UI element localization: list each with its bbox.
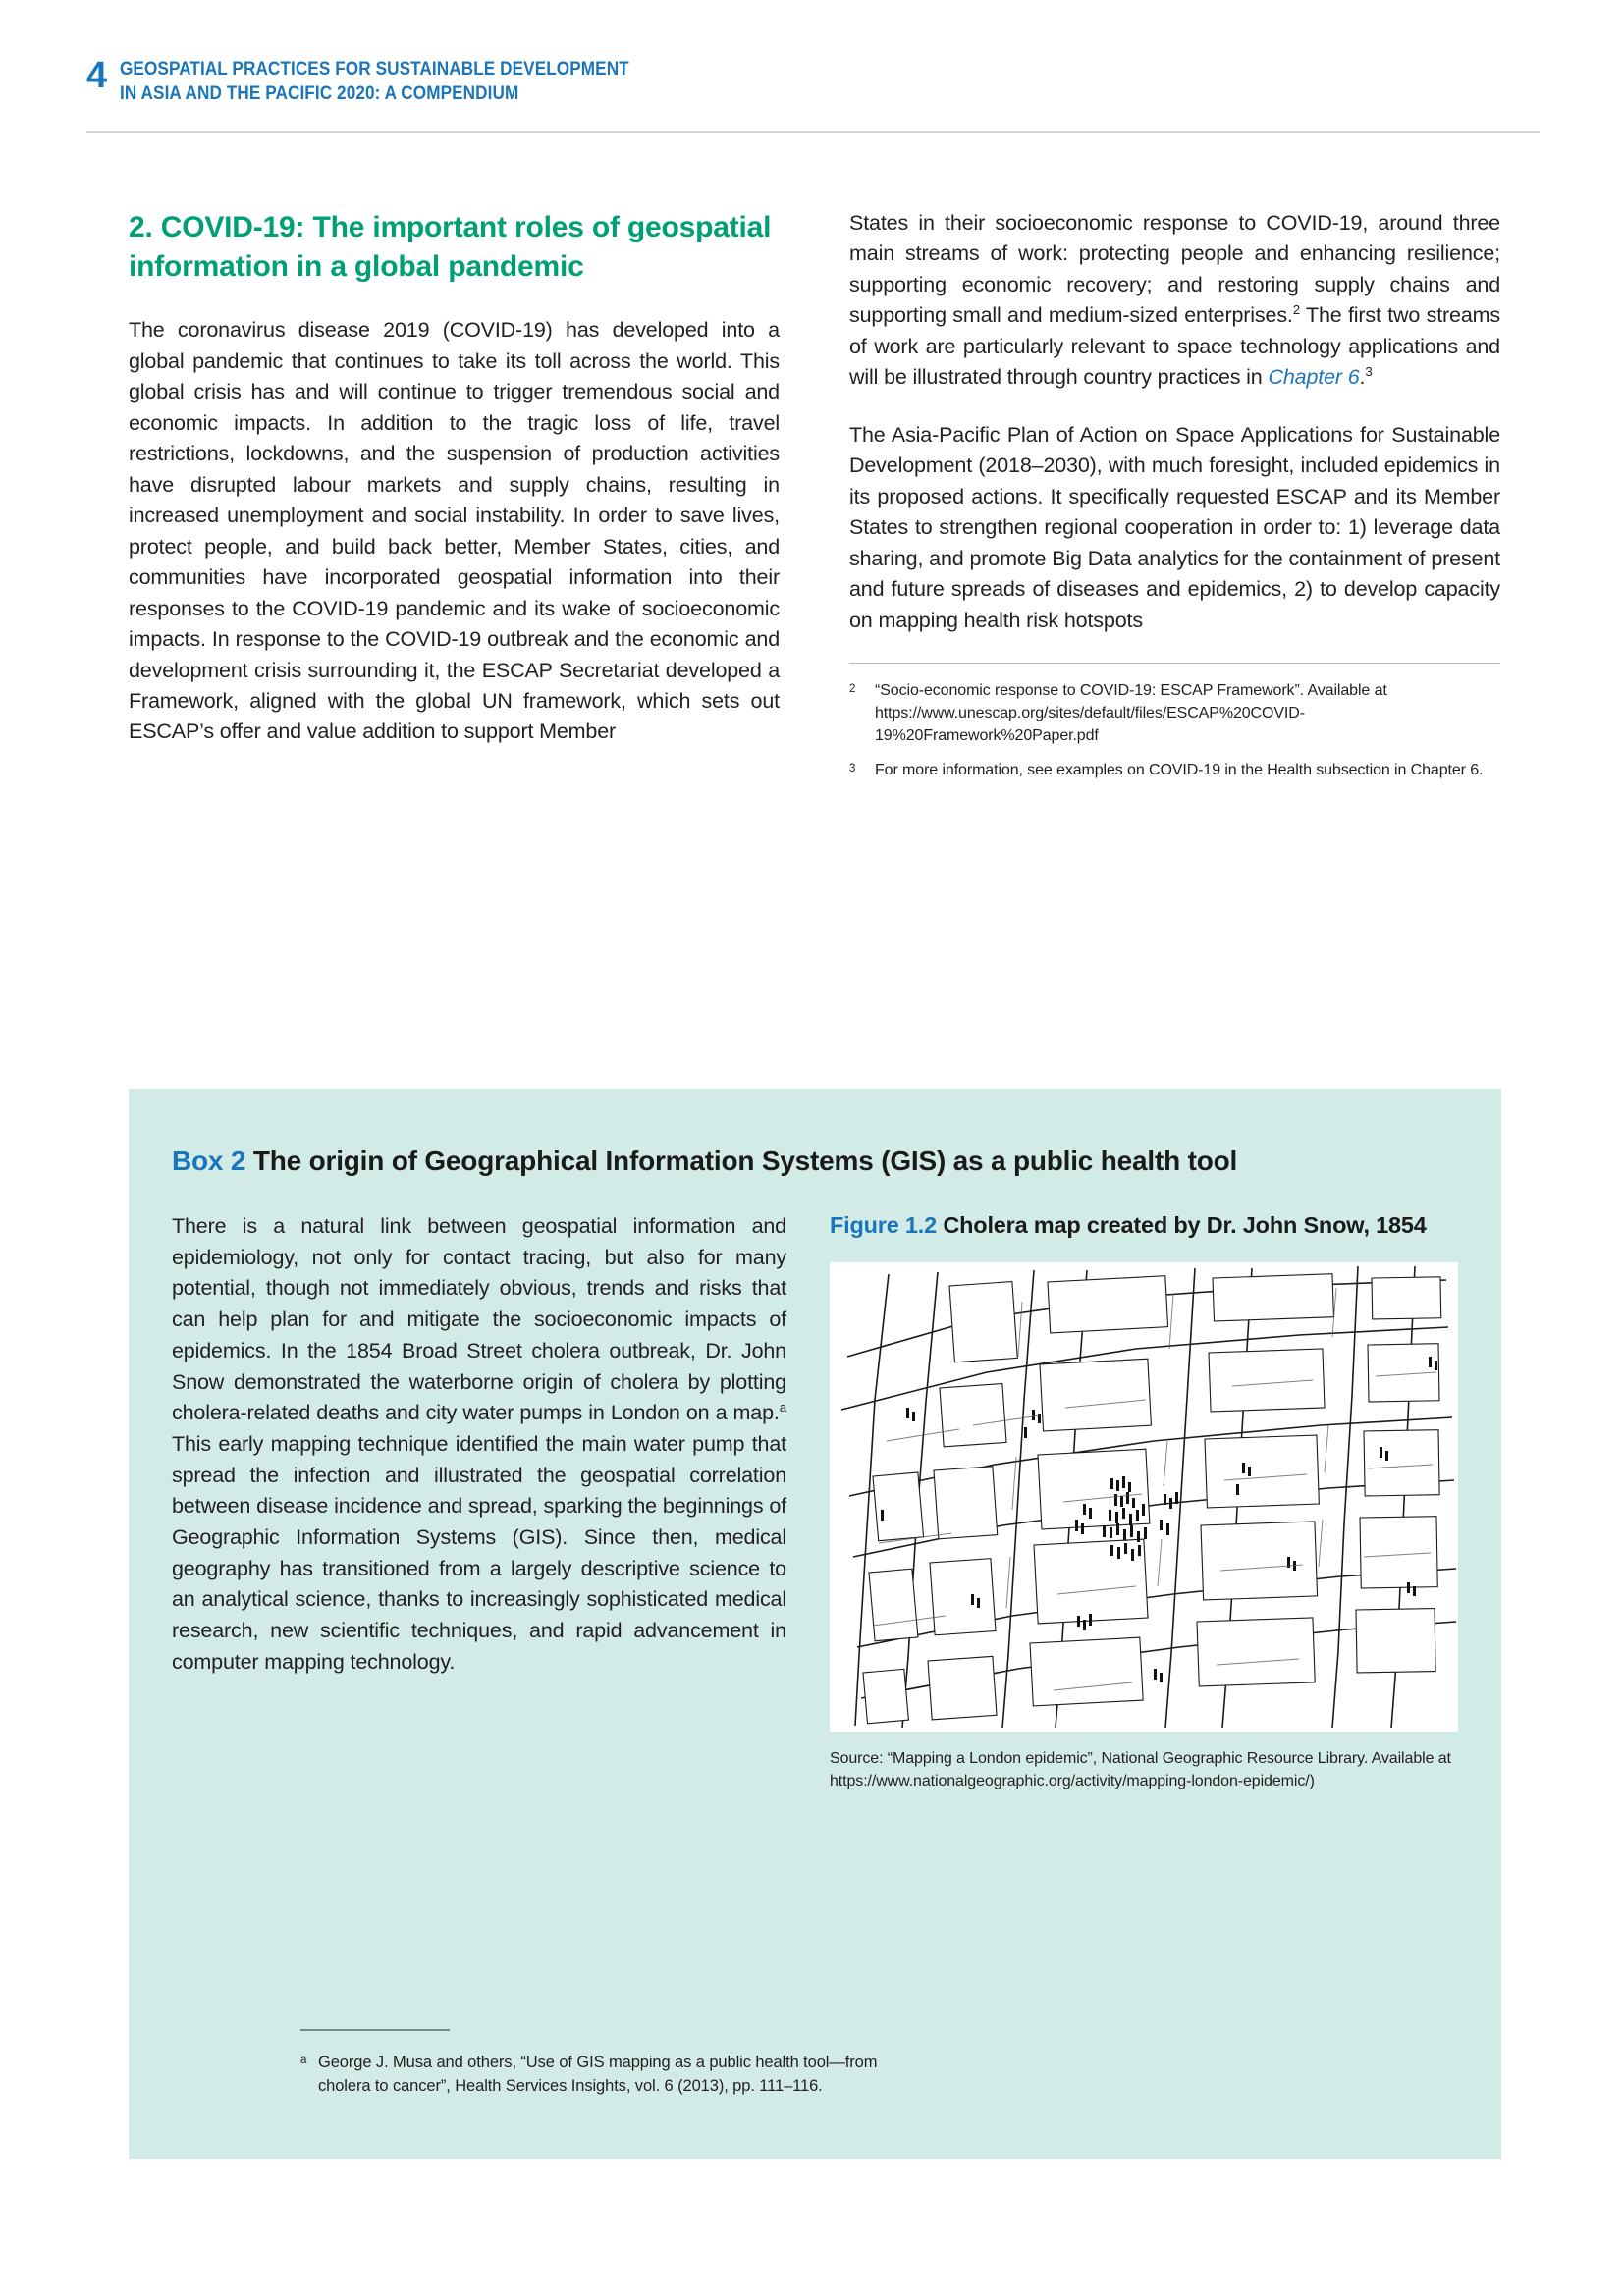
left-column — [129, 208, 780, 781]
footnote-marker: 2 — [849, 683, 856, 696]
figure-label: Figure 1.2 — [830, 1212, 938, 1238]
box-label: Box 2 — [172, 1146, 246, 1176]
figure-source: Source: “Mapping a London epidemic”, National Geographic Resource Library. Available at https://www.nationalgeographic.org/activity/mapping-london-epidemic/) — [830, 1749, 1451, 1789]
box-body-text-a: There is a natural link between geospatial information and epidemiology, not only for contact tracing, but also for many potential, though not immediately obvious, trends and risks that can help plan for and mitigate the socioeconomic impacts of epidemics. In the 1854 Broad Street cholera outbreak, Dr. John Snow demonstrated the waterborne origin of cholera by plotting cholera-related deaths and city water pumps in London on a map. — [172, 1214, 786, 1425]
box-footnote-marker: a — [300, 2054, 307, 2066]
box-footnote-item — [300, 2051, 929, 2098]
running-head-line-2: IN ASIA AND THE PACIFIC 2020: A COMPENDIUM — [120, 81, 519, 104]
page-number: 4 — [86, 55, 107, 96]
running-head-line-1: GEOSPATIAL PRACTICES FOR SUSTAINABLE DEVELOPMENT — [120, 58, 629, 80]
section-heading: 2. COVID-19: The important roles of geospatial information in a global pandemic — [129, 211, 772, 283]
rc-p1-text-a: States in their socioeconomic response to COVID-19, around three main streams of work: protecting people and enhancing resilience; supporting economic recovery; and restoring supply chains and supporting small and medium-sized enterprises. — [849, 211, 1500, 328]
right-column-paragraph-2: The Asia-Pacific Plan of Action on Space Applications for Sustainable Development (2018–2030), with much foresight, included epidemics in its proposed actions. It specifically requested ESCAP and its Member States to strengthen regional cooperation in order to: 1) leverage data sharing, and promote Big Data analytics for the containment of present and future spreads of diseases and epidemics, 2) to develop capacity on mapping health risk hotspots — [849, 422, 1500, 632]
box-body-paragraph — [172, 1211, 786, 1679]
rc-p1-text-b: The first two streams of work are particularly relevant to space technology applications and will be illustrated through country practices in — [849, 303, 1500, 390]
box-footnote-block — [300, 2029, 929, 2098]
box-footnote-text: George J. Musa and others, “Use of GIS mapping as a public health tool—from cholera to cancer”, Health Services Insights, vol. 6 (2013), pp. 111–116. — [318, 2053, 878, 2095]
footnote-item — [849, 759, 1500, 781]
box-title — [172, 1144, 1458, 1178]
footnote-item — [849, 679, 1500, 747]
footnote-marker: 3 — [849, 763, 856, 775]
right-column-paragraph-1 — [849, 208, 1500, 394]
box-right-column — [830, 1211, 1458, 1792]
footnote-text: For more information, see examples on COVID-19 in the Health subsection in Chapter 6. — [875, 762, 1484, 779]
box-heading-text: The origin of Geographical Information Systems (GIS) as a public health tool — [252, 1146, 1238, 1176]
left-column-paragraph-1: The coronavirus disease 2019 (COVID-19) has developed into a global pandemic that continues to take its toll across the world. This global crisis has and will continue to trigger tremendous social and economic impacts. In addition to the tragic loss of life, travel restrictions, lockdowns, and the suspension of production activities have disrupted labour markets and supply chains, resulting in increased unemployment and social instability. In order to save lives, protect people, and build back better, Member States, cities, and communities have incorporated geospatial information into their responses to the COVID-19 pandemic and its wake of socioeconomic impacts. In response to the COVID-19 outbreak and the economic and development crisis surrounding it, the ESCAP Secretariat developed a Framework, aligned with the global UN framework, which sets out ESCAP’s offer and value addition to support Member — [129, 318, 780, 744]
chapter-6-link[interactable]: Chapter 6 — [1268, 365, 1360, 390]
box-body-text-b: This early mapping technique identified the main water pump that spread the infection and illustrated the geospatial correlation between disease incidence and spread, sparking the beginnings of Geographic Information Systems (GIS). Since then, medical geography has transitioned from a largely descriptive science to an analytical science, thanks to increasingly sophisticated medical research, new scientific techniques, and rapid advancement in computer mapping technology. — [172, 1431, 786, 1674]
figure-title: Cholera map created by Dr. John Snow, 1854 — [943, 1212, 1427, 1238]
footnote-ref-a[interactable]: a — [779, 1400, 786, 1415]
footnote-text: “Socio-economic response to COVID-19: ESCAP Framework”. Available at https://www.unescap.org/sites/default/files/ESCAP%20COVID-19%20Framework%20Paper.pdf — [875, 682, 1387, 745]
box-columns — [172, 1211, 1458, 1792]
right-column — [849, 208, 1500, 781]
running-head — [120, 57, 629, 106]
two-column-body — [129, 208, 1501, 781]
box-footnote-divider — [300, 2029, 450, 2031]
header-divider — [86, 131, 1540, 133]
cholera-map-figure — [830, 1262, 1458, 1732]
figure-caption — [830, 1211, 1458, 1241]
footnote-ref-2[interactable]: 2 — [1292, 302, 1301, 318]
box-left-column — [172, 1211, 786, 1792]
page-header — [86, 57, 1540, 106]
box-2-container — [129, 1089, 1501, 2159]
footnotes-block — [849, 663, 1500, 781]
footnote-ref-3[interactable]: 3 — [1365, 364, 1373, 380]
cholera-map-image — [830, 1262, 1458, 1732]
rc-p1-period: . — [1359, 365, 1366, 390]
